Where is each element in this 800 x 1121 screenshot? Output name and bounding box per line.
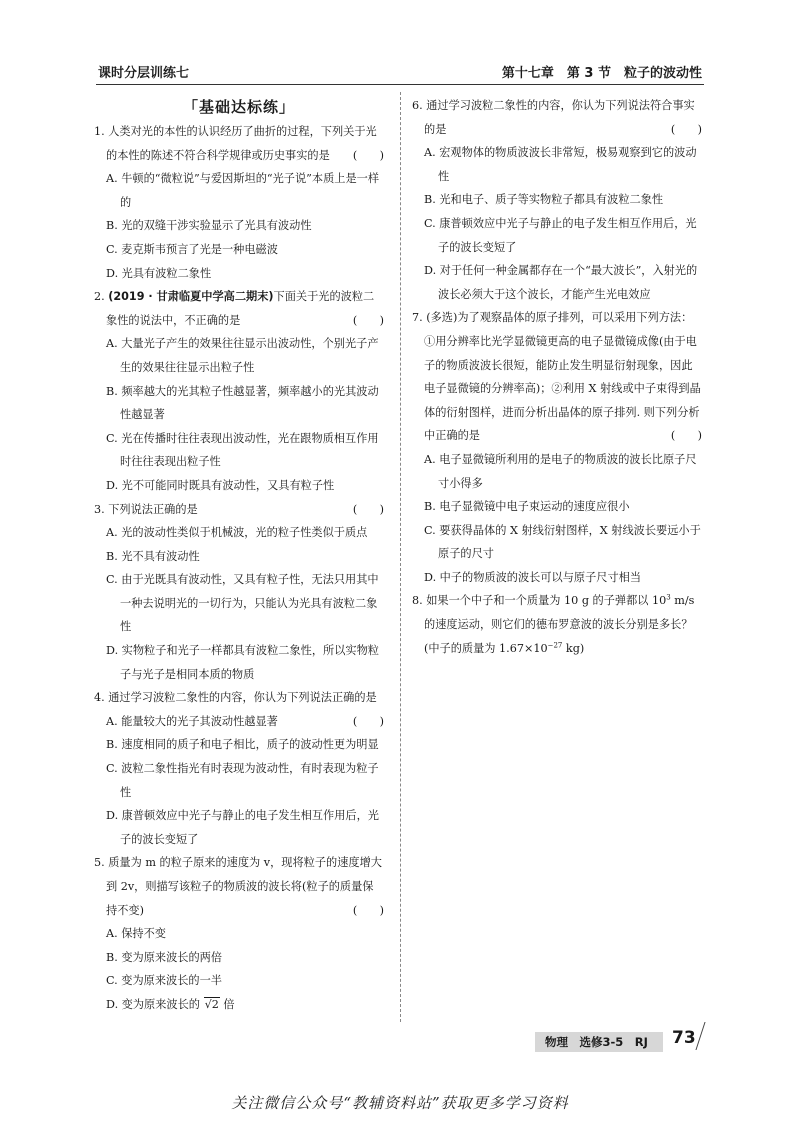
q3-answer-paren: ( )	[352, 502, 384, 516]
q6-option-c: C. 康普顿效应中光子与静止的电子发生相互作用后，光子的波长变短了	[424, 216, 697, 254]
q4-option-d: D. 康普顿效应中光子与静止的电子发生相互作用后，光子的波长变短了	[106, 809, 379, 846]
q3-option-d: D. 实物粒子和光子一样都具有波粒二象性，所以实物粒子与光子是相同本质的物质	[106, 644, 379, 681]
right-column	[412, 94, 702, 660]
q6-option-a: A. 宏观物体的物质波波长非常短，极易观察到它的波动性	[424, 146, 697, 183]
q1-stem: 1. 人类对光的本性的认识经历了曲折的过程，下列关于光的本性的陈述不符合科学规律或历史事实的是	[94, 125, 377, 162]
column-divider	[400, 92, 401, 1022]
q5-option-b: B. 变为原来波长的两倍	[106, 950, 223, 964]
q5-stem: 5. 质量为 m 的粒子原来的速度为 v，现将粒子的速度增大到 2v，则描写该粒子的物质波的波长将(粒子的质量保持不变)	[94, 856, 382, 917]
q2-option-c: C. 光在传播时往往表现出波动性，光在跟物质相互作用时往往表现出粒子性	[106, 431, 379, 469]
q4-option-a: A. 能量较大的光子其波动性越显著	[106, 714, 278, 728]
page-number: 73	[672, 1028, 696, 1048]
question-4	[94, 686, 384, 851]
q2-option-d: D. 光不可能同时既具有波动性，又具有粒子性	[106, 478, 335, 492]
sqrt-two: √2	[204, 997, 219, 1011]
q7-stem: 7. (多选)为了观察晶体的原子排列，可以采用下列方法：①用分辨率比光学显微镜更高的电子显微镜成像(由于电子的物质波波长很短，能防止发生明显衍射现象，因此电子显微镜的分辨率高)；②利用 X 射线或中子束得到晶体的衍射图样，进而分析出晶体的原子排列. 则下列分析中正确的是	[412, 311, 701, 443]
q7-option-a: A. 电子显微镜所利用的是电子的物质波的波长比原子尺寸小得多	[424, 452, 697, 490]
q7-option-b: B. 电子显微镜中电子束运动的速度应很小	[424, 500, 630, 514]
q1-option-c: C. 麦克斯韦预言了光是一种电磁波	[106, 242, 278, 256]
question-5	[94, 851, 384, 1016]
q4-answer-paren: ( )	[352, 714, 384, 728]
q2-stem: 下面关于光的波粒二象性的说法中，不正确的是	[106, 290, 375, 327]
q1-answer-paren: ( )	[352, 148, 384, 162]
q7-answer-paren: ( )	[670, 429, 702, 443]
q8-exponent-2: −27	[547, 640, 563, 649]
q3-stem: 3. 下列说法正确的是	[94, 502, 198, 516]
q2-option-a: A. 大量光子产生的效果往往显示出波动性，个别光子产生的效果往往显示出粒子性	[106, 337, 379, 374]
q5-option-d	[106, 993, 384, 1017]
q5-option-a: A. 保持不变	[106, 927, 166, 941]
q1-option-b: B. 光的双缝干涉实验显示了光具有波动性	[106, 219, 312, 233]
q5-option-c: C. 变为原来波长的一半	[106, 974, 222, 988]
q8-stem-1: 8. 如果一个中子和一个质量为 10 g 的子弹都以 10	[412, 594, 667, 608]
footer-subject: 物理 选修3-5 RJ	[545, 1035, 648, 1049]
q6-option-d: D. 对于任何一种金属都存在一个“最大波长”，入射光的波长必须大于这个波长，才能产生光电效应	[424, 264, 698, 301]
q6-option-b: B. 光和电子、质子等实物粒子都具有波粒二象性	[424, 193, 664, 207]
q4-option-c: C. 波粒二象性指光有时表现为波动性，有时表现为粒子性	[106, 762, 379, 799]
q5-answer-paren: ( )	[352, 903, 384, 917]
question-1	[94, 120, 384, 285]
question-3	[94, 498, 384, 687]
q8-stem-3: kg)	[562, 641, 585, 655]
q8-stem-2: m/s 的速度运动，则它们的德布罗意波的波长分别是多长？(中子的质量为 1.67×10	[424, 594, 695, 655]
section-title: 「基础达标练」	[182, 98, 295, 116]
q7-option-c: C. 要获得晶体的 X 射线衍射图样，X 射线波长要远小于原子的尺寸	[424, 523, 701, 561]
q5-option-d-suffix: 倍	[219, 997, 235, 1011]
chapter-title: 第十七章 第 3 节 粒子的波动性	[501, 66, 702, 81]
question-6	[412, 94, 702, 306]
q3-option-c: C. 由于光既具有波动性，又具有粒子性，无法只用其中一种去说明光的一切行为，只能认为光具有波粒二象性	[106, 573, 379, 634]
header-title: 课时分层训练七	[98, 66, 190, 81]
question-7	[412, 306, 702, 589]
q8-exponent-1: 3	[666, 593, 671, 602]
q4-stem: 4. 通过学习波粒二象性的内容，你认为下列说法正确的是	[94, 691, 377, 705]
footer-slash	[695, 1022, 705, 1050]
q2-answer-paren: ( )	[352, 313, 384, 327]
q3-option-a: A. 光的波动性类似于机械波，光的粒子性类似于质点	[106, 526, 368, 540]
question-8	[412, 589, 702, 660]
q5-option-d-prefix: D. 变为原来波长的	[106, 997, 204, 1011]
q2-option-b: B. 频率越大的光其粒子性越显著，频率越小的光其波动性越显著	[106, 384, 379, 422]
q1-option-d: D. 光具有波粒二象性	[106, 266, 212, 280]
q4-option-b: B. 速度相同的质子和电子相比，质子的波动性更为明显	[106, 738, 379, 752]
q2-number: 2.	[94, 290, 109, 304]
q3-option-b: B. 光不具有波动性	[106, 549, 200, 563]
q7-option-d: D. 中子的物质波的波长可以与原子尺寸相当	[424, 570, 642, 584]
question-2	[94, 285, 384, 497]
q6-stem: 6. 通过学习波粒二象性的内容，你认为下列说法符合事实的是	[412, 99, 695, 136]
bottom-note: 关注微信公众号“教辅资料站”获取更多学习资料	[231, 1094, 569, 1112]
q2-source: (2019 · 甘肃临夏中学高二期末)	[108, 290, 274, 304]
left-column	[94, 94, 384, 1017]
q1-option-a: A. 牛顿的“微粒说”与爱因斯坦的“光子说”本质上是一样的	[106, 172, 380, 209]
q6-answer-paren: ( )	[670, 122, 702, 136]
header-rule	[96, 84, 704, 85]
